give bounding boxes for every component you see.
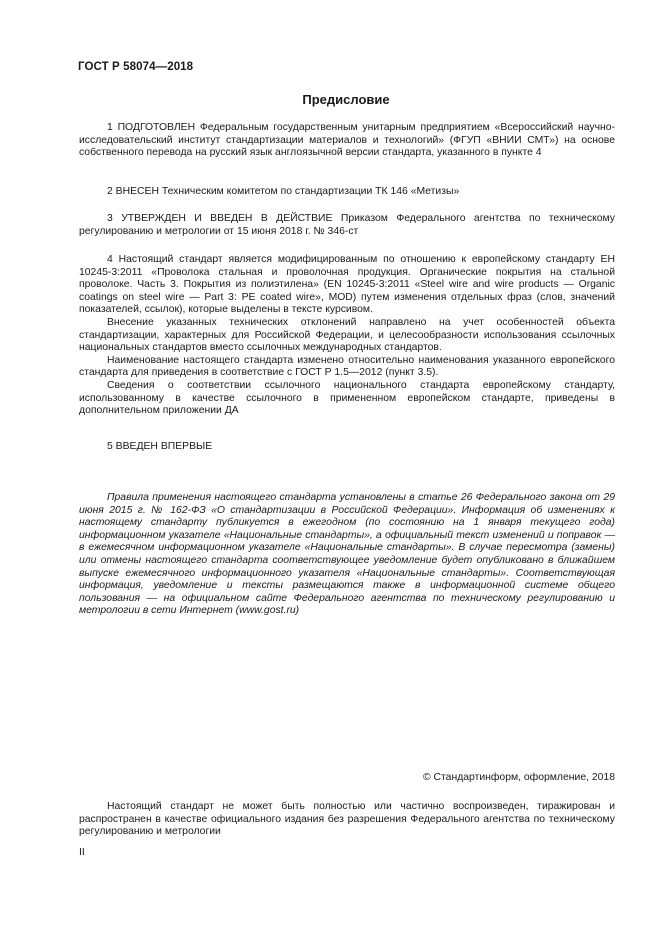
reproduction-notice <box>79 801 615 839</box>
page-title: Предисловие <box>302 92 390 107</box>
application-rules-notice <box>79 492 615 618</box>
reproduction-notice-text: Настоящий стандарт не может быть полностью или частично воспроизведен, тиражирован и распространен в качестве официального издания без разрешения Федерального агентства по техническому регулированию и метрологии <box>79 801 615 838</box>
section-3-approved <box>79 213 615 238</box>
section-3-text: 3 УТВЕРЖДЕН И ВВЕДЕН В ДЕЙСТВИЕ Приказом Федерального агентства по техническому регулированию и метрологии от 15 июня 2018 г. № 346-ст <box>79 213 615 237</box>
section-5-text: 5 ВВЕДЕН ВПЕРВЫЕ <box>107 441 213 452</box>
copyright-line: © Стандартинформ, оформление, 2018 <box>422 772 615 783</box>
section-4-modified <box>79 254 615 418</box>
section-4-paragraph-1: 4 Настоящий стандарт является модифицированным по отношению к европейскому стандарту ЕН 10245-3:2011 «Проволока стальная и проволочная продукция. Органические покрытия на стальной проволоке. Часть 3. Покрытия из полиэтилена» (EN 10245-3:2011 «Steel wire and wire products — Organic coatings on steel wire — Part 3: PE coated wire», MOD) путем изменения отдельных фраз (слов, значений показателей, ссылок), которые выделены в тексте курсивом. <box>79 254 615 316</box>
application-rules-text: Правила применения настоящего стандарта установлены в статье 26 Федерального закона от 29 июня 2015 г. № 162-ФЗ «О стандартизации в Российской Федерации». Информация об изменениях к настоящему стандарту публикуется в ежегодном (по состоянию на 1 января текущего года) информационном указателе «Национальные стандарты», а официальный текст изменений и поправок — в ежемесячном информационном указателе «Национальные стандарты». В случае пересмотра (замены) или отмены настоящего стандарта соответствующее уведомление будет опубликовано в ближайшем выпуске ежемесячного информационного указателя «Национальные стандарты». Соответствующая информация, уведомление и тексты размещаются также в информационной системе общего пользования — на официальном сайте Федерального агентства по техническому регулированию и метрологии в сети Интернет (www.gost.ru) <box>79 492 615 617</box>
section-2-submitted <box>79 186 615 199</box>
document-code-header: ГОСТ Р 58074—2018 <box>78 61 194 73</box>
section-1-prepared <box>79 122 615 160</box>
page-number: II <box>79 846 85 858</box>
section-4-paragraph-3: Наименование настоящего стандарта изменено относительно наименования указанного европейского стандарта для приведения в соответствие с ГОСТ Р 1.5—2012 (пункт 3.5). <box>79 354 615 379</box>
section-1-text: 1 ПОДГОТОВЛЕН Федеральным государственным унитарным предприятием «Всероссийский научно-исследовательский институт стандартизации материалов и технологий» (ФГУП «ВНИИ СМТ») на основе собственного перевода на русский язык англоязычной версии стандарта, указанного в пункте 4 <box>79 122 615 159</box>
section-4-paragraph-2: Внесение указанных технических отклонений направлено на учет особенностей объекта стандартизации, характерных для Российской Федерации, и целесообразности использования ссылочных национальных стандартов вместо ссылочных международных стандартов. <box>79 316 615 354</box>
section-2-text: 2 ВНЕСЕН Техническим комитетом по стандартизации ТК 146 «Метизы» <box>107 186 460 197</box>
section-4-paragraph-4: Сведения о соответствии ссылочного национального стандарта европейскому стандарту, использованному в качестве ссылочного в примененном европейском стандарте, приведены в дополнительном приложении ДА <box>79 379 615 417</box>
section-5-introduced <box>79 441 615 454</box>
